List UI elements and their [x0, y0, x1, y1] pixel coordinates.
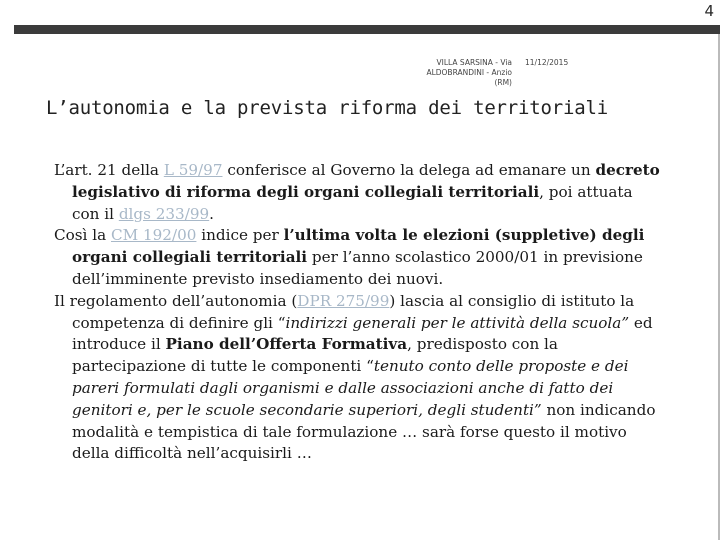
slide-header-band: [14, 25, 720, 34]
text-span: Così la: [54, 226, 111, 245]
text-span: Il regolamento dell’autonomia (: [54, 291, 298, 310]
link-cm-192-00[interactable]: CM 192/00: [110, 226, 197, 245]
bold-text: decreto legislativo di riforma degli organi collegiali territoriali: [72, 161, 660, 201]
footer-location: VILLA SARSINA - Via ALDOBRANDINI - Anzio (RM): [426, 58, 512, 87]
text-span: ed introduce il: [72, 313, 653, 354]
page-number: 4: [704, 2, 714, 20]
text-span: conferisce al Governo la delega ad emanare un: [222, 161, 596, 179]
paragraph-cm-192-00: [54, 225, 664, 290]
text-span: per l’anno scolastico 2000/01 in previsione dell’imminente previsto insediamento dei nuovi.: [72, 248, 643, 288]
footer-date: 11/12/2015: [525, 58, 569, 67]
text-span: indice per: [196, 226, 284, 245]
paragraph-dpr-275-99: [54, 291, 664, 465]
paragraph-law-59-97: [54, 160, 664, 225]
bold-text: Piano dell’Offerta Formativa: [165, 335, 408, 354]
slide-top-bar: [0, 0, 720, 27]
bold-text: l’ultima volta le elezioni (suppletive) degli organi collegiali territoriali: [72, 226, 645, 267]
slide-title: L’autonomia e la prevista riforma dei territoriali: [46, 97, 608, 119]
slide-body: [54, 160, 664, 465]
text-span: , predisposto con la partecipazione di tutte le componenti “: [72, 335, 558, 376]
italic-text: tenuto conto delle proposte e dei pareri formulati dagli organismi e dalle associazioni anche di fatto dei genitori e, per le scuole secondarie superiori, degli studenti”: [72, 357, 629, 419]
text-span: non indicando modalità e tempistica di tale formulazione … sarà forse questo il motivo della difficoltà nell’acquisirli …: [72, 400, 656, 463]
text-span: L’art. 21 della: [54, 161, 164, 179]
italic-text: indirizzi generali per le attività della scuola”: [285, 313, 630, 332]
link-l-59-97[interactable]: L 59/97: [163, 161, 223, 179]
link-dlgs-233-99[interactable]: dlgs 233/99: [118, 204, 210, 223]
text-span: ) lascia al consiglio di istituto la competenza di definire gli “: [72, 291, 635, 332]
text-span: .: [209, 204, 214, 223]
text-span: , poi attuata con il: [72, 182, 633, 223]
link-dpr-275-99[interactable]: DPR 275/99: [297, 291, 390, 310]
